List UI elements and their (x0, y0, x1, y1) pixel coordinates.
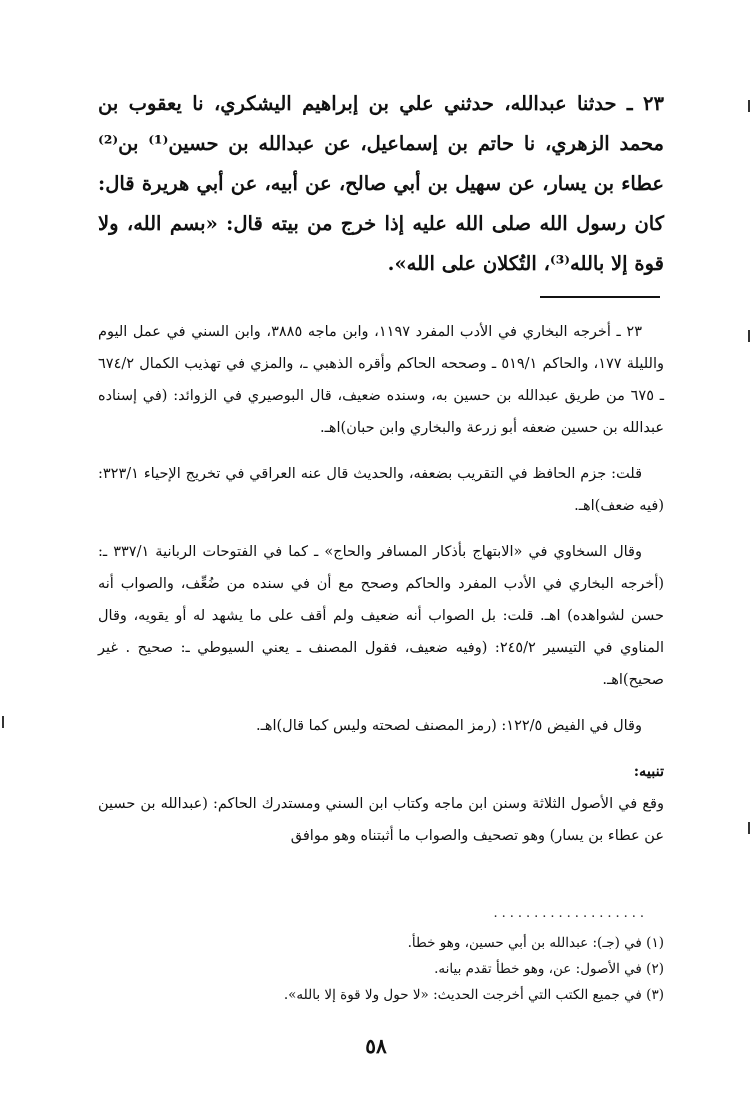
note-paragraph: وقع في الأصول الثلاثة وسنن ابن ماجه وكتاب ابن السني ومستدرك الحاكم: (عبدالله بن حسين عن عطاء بن يسار) وهو تصحيف والصواب ما أثبتناه وهو موافق (98, 796, 664, 844)
margin-mark (748, 330, 750, 342)
page-number: ٥٨ (365, 1034, 387, 1058)
footnote-3: (٣) في جميع الكتب التي أخرجت الحديث: «لا حول ولا قوة إلا بالله». (283, 987, 664, 1003)
margin-mark (748, 822, 750, 834)
footnote-1: (١) في (جـ): عبدالله بن أبي حسين، وهو خطأ. (407, 935, 664, 951)
commentary-paragraph: وقال في الفيض ١٢٢/٥: (رمز المصنف لصحته وليس كما قال)اهـ. (255, 718, 642, 734)
commentary-paragraph: قلت: جزم الحافظ في التقريب بضعفه، والحديث قال عنه العراقي في تخريج الإحياء ٣٢٣/١: (فيه ضعف)اهـ. (98, 466, 664, 514)
continuation-dots: ................... (493, 906, 648, 921)
commentary (98, 316, 664, 866)
margin-mark (2, 716, 4, 728)
hadith-paragraph: ٢٣ ـ حدثنا عبدالله، حدثني علي بن إبراهيم اليشكري، نا يعقوب بن محمد الزهري، نا حاتم بن إسماعيل، عن عبدالله بن حسين⁽¹⁾ بن⁽²⁾ عطاء بن يسار، عن سهيل بن أبي صالح، عن أبيه، عن أبي هريرة قال: كان رسول الله صلى الله عليه إذا خرج من بيته قال: «بسم الله، ولا قوة إلا بالله⁽³⁾، التُكلان على الله». (98, 92, 664, 275)
hadith-text (98, 84, 664, 284)
commentary-paragraph: ٢٣ ـ أخرجه البخاري في الأدب المفرد ١١٩٧، وابن ماجه ٣٨٨٥، وابن السني في عمل اليوم والليلة ١٧٧، والحاكم ٥١٩/١ ـ وصححه الحاكم وأقره الذهبي ـ، والمزي في تهذيب الكمال ٦٧٤/٢ ـ ٦٧٥ من طريق عبدالله بن حسين به، وسنده ضعيف، قال البوصيري في الزوائد: (في إسناده عبدالله بن حسين ضعفه أبو زرعة والبخاري وابن حبان)اهـ. (98, 324, 665, 436)
footnotes (98, 930, 664, 1008)
footnote-2: (٢) في الأصول: عن، وهو خطأ تقدم بيانه. (434, 961, 664, 977)
note-heading: تنبيه: (633, 763, 664, 780)
margin-mark (748, 100, 750, 112)
commentary-paragraph: وقال السخاوي في «الابتهاج بأذكار المسافر والحاج» ـ كما في الفتوحات الربانية ٣٣٧/١ ـ: (أخرجه البخاري في الأدب المفرد والحاكم وصحح مع أن في سنده من ضُعِّف، والصواب أنه حسن لشواهده) اهـ. قلت: بل الصواب أنه ضعيف ولم أقف على ما يشهد له أو يقويه، وقال المناوي في التيسير ٢٤٥/٢: (وفيه ضعيف، فقول المصنف ـ يعني السيوطي ـ: صحيح . غير صحيح)اهـ. (98, 544, 664, 688)
separator-line (540, 296, 660, 298)
